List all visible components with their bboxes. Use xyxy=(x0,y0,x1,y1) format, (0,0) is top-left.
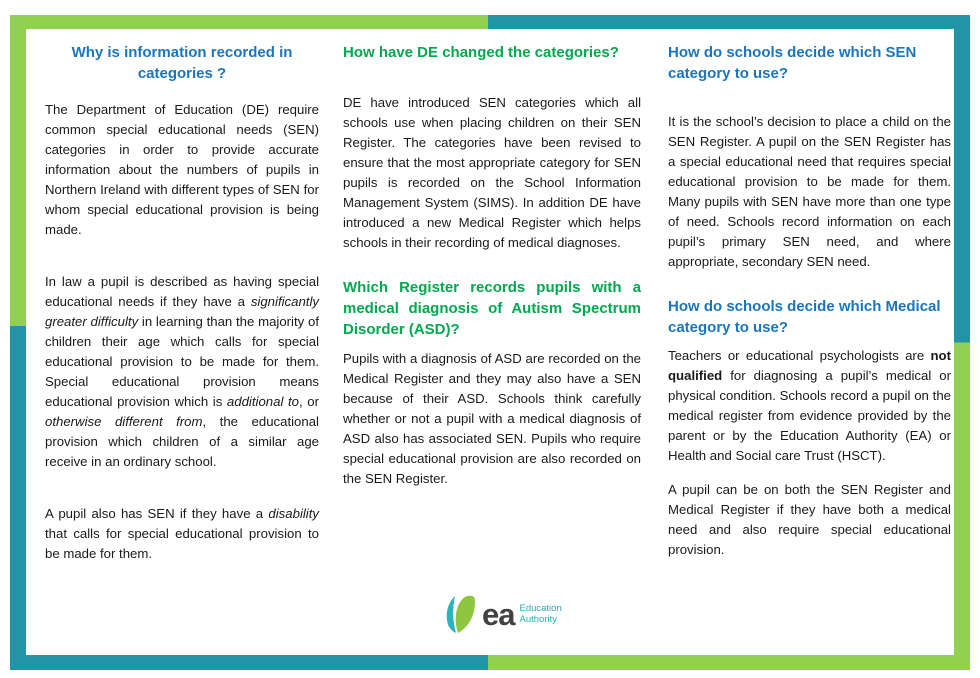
section xyxy=(343,277,641,489)
paragraph xyxy=(668,112,951,272)
text-run: significantly greater difficulty xyxy=(45,294,319,329)
section-heading: How do schools decide which Medical category to use? xyxy=(668,298,941,336)
text-run: otherwise different from xyxy=(45,414,203,429)
text-run: disability xyxy=(268,506,319,521)
text-run: In law a pupil is described as having special educational needs if they have a xyxy=(45,274,319,309)
section-heading: Why is information recorded in categories ? xyxy=(71,44,293,82)
text-run: additional to xyxy=(226,394,299,409)
ea-leaf-icon xyxy=(443,594,477,634)
paragraph xyxy=(343,93,641,253)
ea-logo-subtitle xyxy=(519,603,561,625)
text-run: in learning than the majority of children their age which calls for special educational provision to be made for them. Special educational provision means educational provision which is xyxy=(45,314,319,409)
column-de-changed-categories xyxy=(343,42,641,513)
section-heading: Which Register records pupils with a medical diagnosis of Autism Spectrum Disorder (ASD)? xyxy=(343,279,641,338)
frame-border-left xyxy=(10,15,26,670)
paragraph xyxy=(45,504,319,564)
paragraph xyxy=(45,100,319,240)
section xyxy=(668,296,951,560)
frame-border-right xyxy=(954,15,970,670)
text-run: that calls for special educational provision to be made for them. xyxy=(45,526,319,561)
paragraph xyxy=(343,349,641,489)
frame-border-bottom xyxy=(10,655,970,670)
text-run: , the educational provision which children of a similar age receive in an ordinary school. xyxy=(45,414,319,469)
text-run: A pupil also has SEN if they have a xyxy=(45,506,269,521)
paragraph xyxy=(668,346,951,466)
section-heading: How do schools decide which SEN category to use? xyxy=(668,44,917,82)
paragraph xyxy=(45,272,319,472)
text-run: for diagnosing a pupil’s medical or physical condition. Schools record a pupil on the medical register from evidence provided by the parent or by the Education Authority (EA) or Health and Social care Trust (HSCT). xyxy=(668,368,951,463)
column-why-categories xyxy=(45,42,319,596)
frame-border-top xyxy=(10,15,970,29)
text-run: not qualified xyxy=(668,348,951,383)
paragraph xyxy=(668,480,951,560)
section xyxy=(343,42,641,253)
ea-logo-subtitle-line1: Education xyxy=(519,603,562,614)
text-run: , or xyxy=(299,394,319,409)
text-run: It is the school’s decision to place a child on the SEN Register. A pupil on the SEN Register has a special educational need that requires special educational provision to be made for them. Many pupils with SEN have more than one type of need. Schools record information on each pupil’s primary SEN need, and where appropriate, secondary SEN need. xyxy=(668,114,951,269)
ea-logo-subtitle-line2: Authority xyxy=(519,614,557,625)
column-school-decisions xyxy=(668,42,951,574)
section xyxy=(668,42,951,272)
ea-logo xyxy=(443,594,562,634)
text-run: A pupil can be on both the SEN Register and Medical Register if they have both a medical need and also require special educational provision. xyxy=(668,482,951,557)
section-heading: How have DE changed the categories? xyxy=(343,44,619,61)
text-run: Pupils with a diagnosis of ASD are recorded on the Medical Register and they may also have a SEN because of their ASD. Schools think carefully whether or not a pupil with a medical diagnosis of ASD also has associated SEN. Pupils who require special educational provision are also recorded on the SEN Register. xyxy=(343,351,641,486)
text-run: Teachers or educational psychologists are xyxy=(668,348,931,363)
section xyxy=(45,42,319,564)
ea-logo-text: ea xyxy=(482,596,515,632)
text-run: DE have introduced SEN categories which all schools use when placing children on their SEN Register. The categories have been revised to ensure that the most appropriate category for SEN pupils is recorded on the School Information Management System (SIMS). In addition DE have introduced a new Medical Register which helps schools in their recording of medical diagnoses. xyxy=(343,95,641,250)
text-run: The Department of Education (DE) require common special educational needs (SEN) categories in order to provide accurate information about the numbers of pupils in Northern Ireland with different types of SEN for whom special educational provision is being made. xyxy=(45,102,319,237)
